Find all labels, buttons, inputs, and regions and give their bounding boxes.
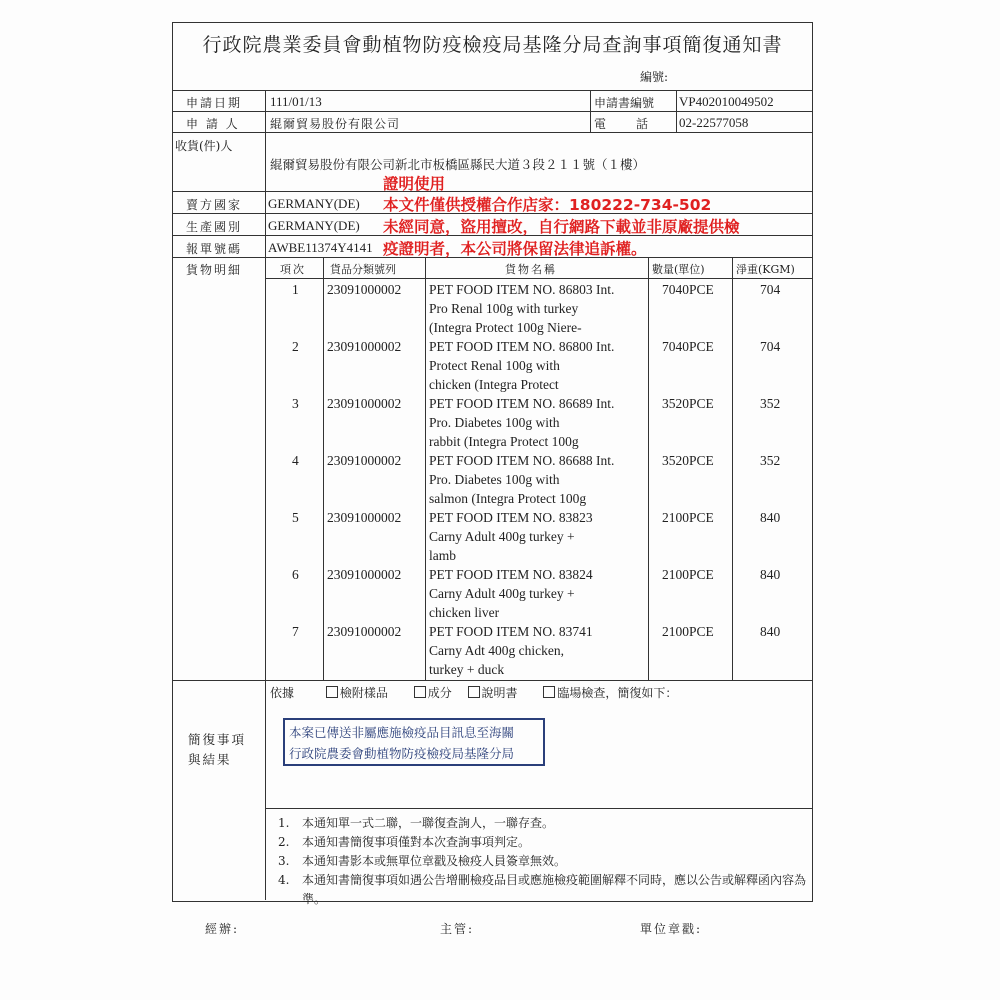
stamp-line: 行政院農委會動植物防疫檢疫局基隆分局 — [289, 746, 515, 761]
apply-date-label: 申請日期 — [186, 96, 243, 110]
note-item — [278, 871, 808, 909]
row-qty: 2100PCE — [662, 567, 714, 582]
checkbox[interactable] — [326, 686, 338, 698]
row-no: 3 — [292, 396, 299, 411]
row-no: 1 — [292, 282, 299, 297]
apply-date: 111/01/13 — [270, 94, 322, 109]
consignee-label: 收貨(件)人 — [175, 139, 233, 153]
checkbox[interactable] — [414, 686, 426, 698]
note-text: 本通知單一式二聯，一聯復查詢人，一聯存查。 — [302, 816, 555, 830]
row-weight: 352 — [760, 396, 781, 411]
basis-row — [270, 684, 677, 701]
checkbox[interactable] — [543, 686, 555, 698]
check-manual[interactable]: 說明書 — [468, 686, 518, 700]
watermark-line: 證明使用 — [383, 175, 446, 193]
note-item — [278, 852, 808, 871]
row-qty: 3520PCE — [662, 396, 714, 411]
row-code: 23091000002 — [327, 624, 402, 639]
row-weight: 704 — [760, 339, 781, 354]
divider — [590, 90, 591, 132]
row-name: PET FOOD ITEM NO. 86803 Int. Pro Renal 100g with turkey (Integra Protect 100g Niere- — [429, 282, 615, 335]
row-weight: 352 — [760, 453, 781, 468]
seal-label: 單位章戳: — [640, 922, 703, 936]
row-name: PET FOOD ITEM NO. 86688 Int. Pro. Diabetes 100g with salmon (Integra Protect 100g — [429, 453, 615, 506]
basis-label: 依據 — [270, 686, 295, 700]
declaration-no: AWBE11374Y4141 — [268, 240, 373, 255]
seller-country: GERMANY(DE) — [268, 196, 360, 211]
handler-label: 經辦: — [205, 922, 240, 936]
official-stamp — [283, 718, 545, 766]
divider — [265, 278, 813, 279]
number-label: 編號: — [640, 70, 669, 84]
watermark-line: 未經同意，盜用擅改，自行網路下載並非原廠提供檢 — [383, 218, 740, 236]
row-name: PET FOOD ITEM NO. 86689 Int. Pro. Diabetes 100g with rabbit (Integra Protect 100g — [429, 396, 615, 449]
divider — [676, 90, 677, 132]
check-samples[interactable]: 檢附樣品 — [326, 686, 388, 700]
divider — [425, 257, 426, 680]
row-no: 4 — [292, 453, 299, 468]
check-inspection[interactable]: 臨場檢查，簡復如下： — [543, 686, 677, 700]
row-name: PET FOOD ITEM NO. 83741 Carny Adt 400g chicken, turkey + duck — [429, 624, 593, 677]
check-ingredients[interactable]: 成分 — [414, 686, 452, 700]
note-text: 本通知書簡復事項僅對本次查詢事項判定。 — [302, 835, 531, 849]
origin-label: 生產國別 — [186, 220, 243, 234]
col-header: 貨物名稱 — [505, 263, 557, 276]
divider — [323, 257, 324, 680]
notes-list — [278, 814, 808, 909]
col-header: 項次 — [280, 263, 306, 276]
divider — [265, 90, 266, 900]
col-header: 數量(單位) — [652, 263, 705, 276]
row-weight: 840 — [760, 510, 781, 525]
goods-label: 貨物明細 — [186, 263, 243, 277]
row-code: 23091000002 — [327, 510, 402, 525]
row-qty: 7040PCE — [662, 339, 714, 354]
note-number: 3. — [278, 854, 290, 868]
consignee: 緄爾貿易股份有限公司新北市板橋區縣民大道３段２１１號（１樓） — [270, 157, 646, 172]
form-no-label: 申請書編號 — [594, 96, 655, 110]
seller-country-label: 賣方國家 — [186, 198, 243, 212]
result-label: 簡復事項與結果 — [188, 732, 247, 767]
divider — [172, 90, 813, 91]
row-weight: 704 — [760, 282, 781, 297]
applicant: 緄爾貿易股份有限公司 — [270, 117, 401, 131]
watermark-line: 疫證明者，本公司將保留法律追訴權。 — [383, 240, 647, 258]
note-number: 1. — [278, 816, 290, 830]
note-text: 本通知書影本或無單位章戳及檢疫人員簽章無效。 — [302, 854, 567, 868]
supervisor-label: 主管: — [440, 922, 475, 936]
divider — [172, 191, 813, 192]
row-no: 6 — [292, 567, 299, 582]
row-qty: 3520PCE — [662, 453, 714, 468]
declaration-label: 報單號碼 — [186, 242, 243, 256]
divider — [172, 680, 813, 681]
row-code: 23091000002 — [327, 453, 402, 468]
row-qty: 2100PCE — [662, 510, 714, 525]
note-item — [278, 814, 808, 833]
phone-label: 電 話 — [594, 117, 651, 131]
row-code: 23091000002 — [327, 396, 402, 411]
note-number: 2. — [278, 835, 290, 849]
row-qty: 7040PCE — [662, 282, 714, 297]
form-no: VP402010049502 — [679, 94, 774, 109]
divider — [172, 132, 813, 133]
checkbox[interactable] — [468, 686, 480, 698]
col-header: 貨品分類號列 — [330, 263, 396, 276]
row-code: 23091000002 — [327, 339, 402, 354]
row-name: PET FOOD ITEM NO. 83823 Carny Adult 400g turkey + lamb — [429, 510, 593, 563]
row-code: 23091000002 — [327, 282, 402, 297]
origin: GERMANY(DE) — [268, 218, 360, 233]
row-no: 2 — [292, 339, 299, 354]
row-weight: 840 — [760, 624, 781, 639]
applicant-label: 申 請 人 — [186, 117, 240, 131]
col-header: 淨重(KGM) — [736, 263, 795, 276]
watermark-line: 本文件僅供授權合作店家：180222-734-502 — [383, 196, 712, 214]
row-weight: 840 — [760, 567, 781, 582]
phone: 02-22577058 — [679, 115, 749, 130]
note-number: 4. — [278, 873, 290, 887]
divider — [172, 111, 813, 112]
row-qty: 2100PCE — [662, 624, 714, 639]
stamp-line: 本案已傳送非屬應施檢疫品目訊息至海關 — [289, 725, 515, 740]
note-text: 本通知書簡復事項如遇公告增刪檢疫品目或應施檢疫範圍解釋不同時，應以公告或解釋函內容為準。 — [302, 873, 807, 906]
row-name: PET FOOD ITEM NO. 86800 Int. Protect Renal 100g with chicken (Integra Protect — [429, 339, 615, 392]
note-item — [278, 833, 808, 852]
divider — [732, 257, 733, 680]
row-no: 5 — [292, 510, 299, 525]
row-name: PET FOOD ITEM NO. 83824 Carny Adult 400g turkey + chicken liver — [429, 567, 593, 620]
divider — [265, 808, 813, 809]
row-code: 23091000002 — [327, 567, 402, 582]
row-no: 7 — [292, 624, 299, 639]
document-title: 行政院農業委員會動植物防疫檢疫局基隆分局查詢事項簡復通知書 — [202, 34, 783, 56]
